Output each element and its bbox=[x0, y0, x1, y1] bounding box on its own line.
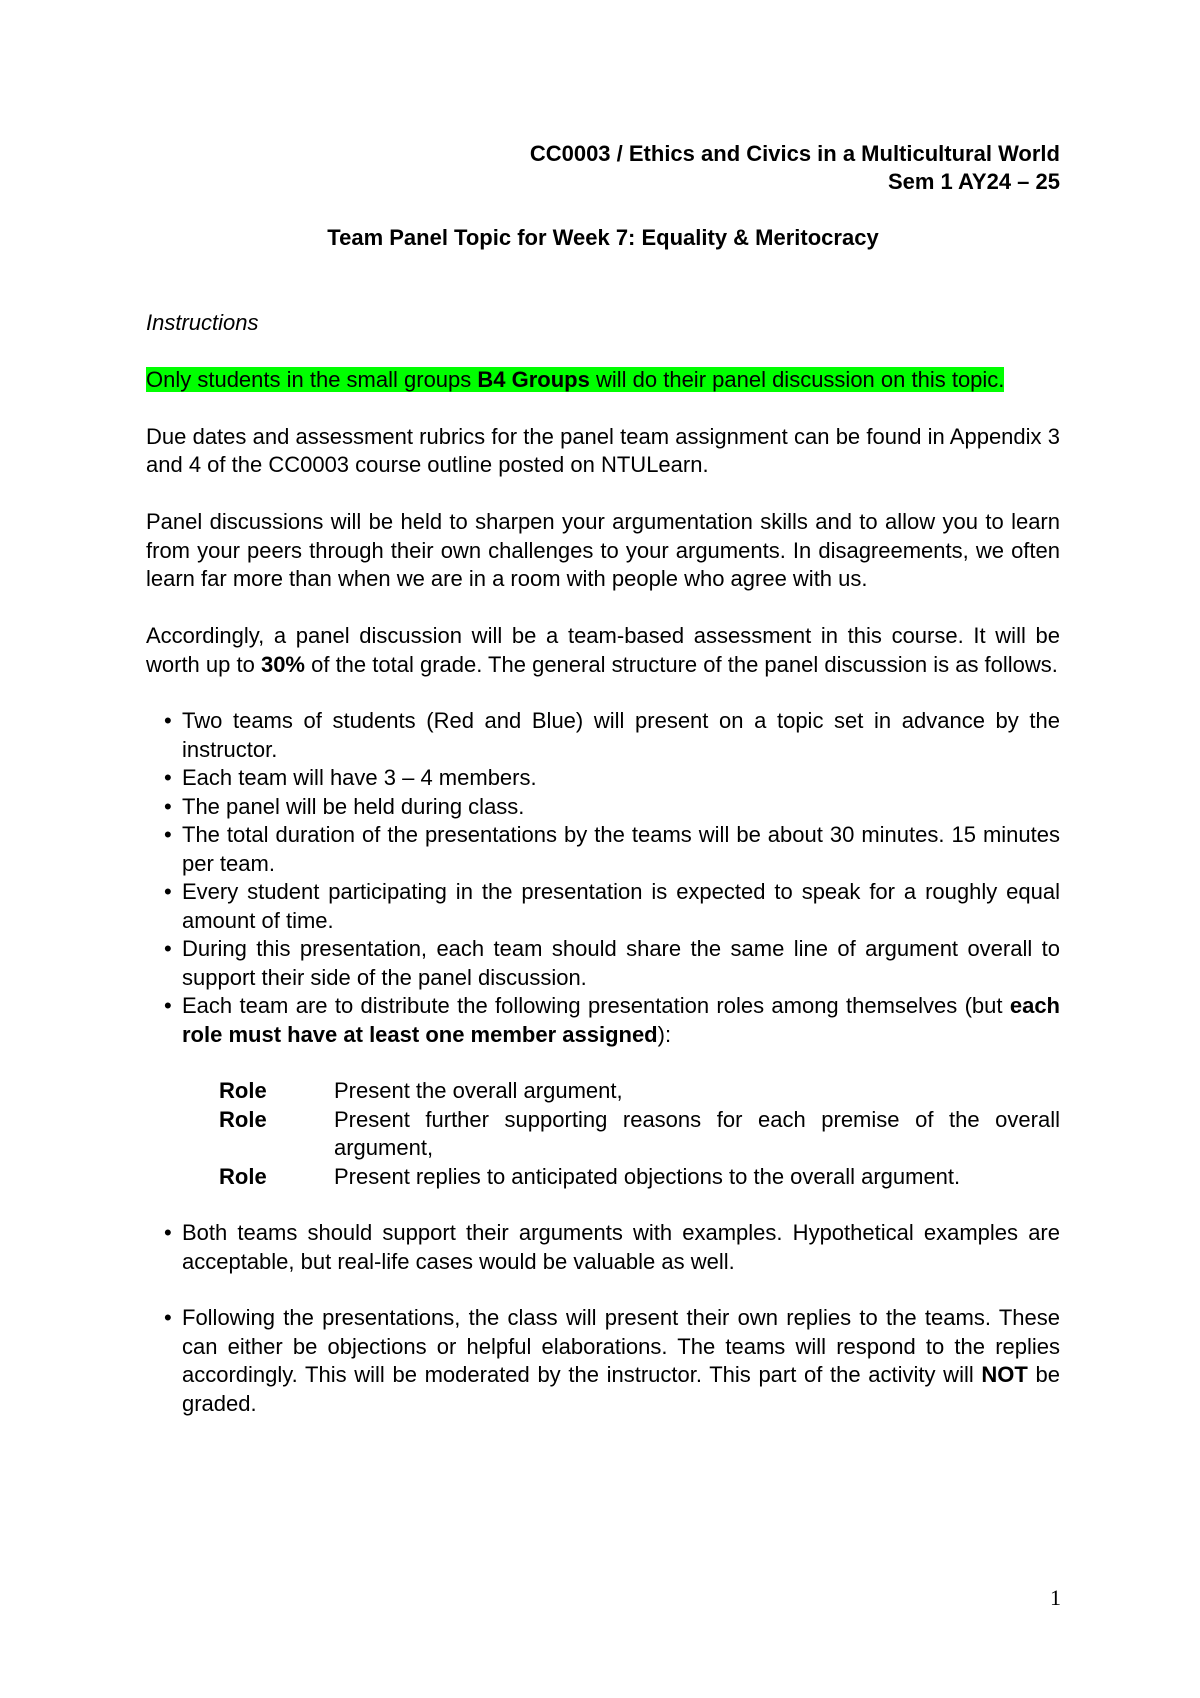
list-item bbox=[146, 764, 1060, 793]
list-item-text: Both teams should support their arguments with examples. Hypothetical examples are acceptable, but real-life cases would be valuable as well. bbox=[182, 1220, 1060, 1274]
list-item bbox=[146, 1304, 1060, 1418]
role-description: Present further supporting reasons for each premise of the overall argument, bbox=[334, 1106, 1060, 1160]
role-name: Role bbox=[219, 1106, 267, 1132]
roles-requirement: each role must have at least one member assigned bbox=[182, 993, 1060, 1047]
role-description: Present replies to anticipated objections to the overall argument. bbox=[334, 1163, 961, 1189]
assessment-paragraph bbox=[146, 622, 1060, 679]
role-row bbox=[219, 1163, 1060, 1192]
roles-intro-part2: ): bbox=[657, 1021, 672, 1047]
list-item-text: Two teams of students (Red and Blue) will present on a topic set in advance by the instructor. bbox=[182, 708, 1060, 762]
list-item-text: During this presentation, each team should share the same line of argument overall to support their side of the panel discussion. bbox=[182, 936, 1060, 990]
role-name: Role bbox=[219, 1078, 267, 1103]
list-item-text: The panel will be held during class. bbox=[182, 793, 525, 819]
bullet-icon: • bbox=[164, 879, 172, 904]
structure-list bbox=[146, 707, 1060, 1049]
topic-title: Team Panel Topic for Week 7: Equality & Meritocracy bbox=[327, 225, 879, 250]
panel-purpose-paragraph: Panel discussions will be held to sharpen your argumentation skills and to allow you to learn from your peers through their own challenges to your arguments. In disagreements, we often learn far more than when we are in a room with people who agree with us. bbox=[146, 509, 1060, 591]
highlight-text-part1: Only students in the small groups bbox=[146, 366, 478, 392]
bullet-icon: • bbox=[164, 708, 172, 733]
role-row bbox=[219, 1077, 1060, 1106]
roles-table bbox=[219, 1077, 1060, 1191]
highlight-paragraph bbox=[146, 366, 1060, 395]
highlight-text-part2: will do their panel discussion on this topic. bbox=[589, 366, 1005, 392]
assessment-weight: 30% bbox=[260, 651, 305, 677]
bullet-icon: • bbox=[164, 822, 172, 847]
assessment-text-part1: Accordingly, a panel discussion will be a team-based assessment in this course. It will be worth up to bbox=[146, 623, 1060, 677]
list-item-text: Every student participating in the presentation is expected to speak for a roughly equal amount of time. bbox=[182, 879, 1060, 933]
highlight-text bbox=[146, 367, 1004, 392]
following-text-part1: Following the presentations, the class will present their own replies to the teams. These can either be objections or helpful elaborations. The teams will respond to the replies accordingly. This will be moderated by the instructor. This part of the activity will bbox=[182, 1305, 1060, 1387]
list-item bbox=[146, 793, 1060, 822]
bullet-icon: • bbox=[164, 1305, 172, 1330]
bullet-icon: • bbox=[164, 793, 172, 819]
following-list bbox=[146, 1304, 1060, 1418]
list-item bbox=[146, 935, 1060, 992]
list-item bbox=[146, 992, 1060, 1049]
bullet-icon: • bbox=[164, 936, 172, 961]
bullet-icon: • bbox=[164, 765, 172, 790]
semester-label: Sem 1 AY24 – 25 bbox=[887, 169, 1060, 194]
roles-intro-part1: Each team are to distribute the following presentation roles among themselves (but bbox=[182, 993, 1010, 1018]
list-item-text: Each team will have 3 – 4 members. bbox=[182, 765, 537, 790]
course-title: CC0003 / Ethics and Civics in a Multicultural World bbox=[529, 141, 1060, 166]
assessment-text-part2: of the total grade. The general structure of the panel discussion is as follows. bbox=[305, 651, 1058, 677]
page-number: 1 bbox=[1050, 1585, 1061, 1610]
role-description: Present the overall argument, bbox=[334, 1078, 623, 1103]
bullet-icon: • bbox=[164, 1220, 172, 1245]
role-name: Role bbox=[219, 1163, 267, 1189]
list-item bbox=[146, 821, 1060, 878]
following-emphasis: NOT bbox=[981, 1362, 1028, 1387]
role-row bbox=[219, 1106, 1060, 1163]
bullet-icon: • bbox=[164, 993, 172, 1018]
highlight-group-name: B4 Groups bbox=[477, 366, 590, 392]
list-item bbox=[146, 878, 1060, 935]
instructions-heading: Instructions bbox=[146, 310, 259, 335]
list-item bbox=[146, 707, 1060, 764]
list-item bbox=[146, 1219, 1060, 1276]
due-dates-paragraph: Due dates and assessment rubrics for the panel team assignment can be found in Appendix 3 and 4 of the CC0003 course outline posted on NTULearn. bbox=[146, 423, 1060, 477]
examples-list bbox=[146, 1219, 1060, 1276]
list-item-text: The total duration of the presentations by the teams will be about 30 minutes. 15 minutes per team. bbox=[182, 822, 1060, 876]
page-content bbox=[146, 140, 1060, 1418]
following-text-part2: be graded. bbox=[182, 1362, 1060, 1416]
